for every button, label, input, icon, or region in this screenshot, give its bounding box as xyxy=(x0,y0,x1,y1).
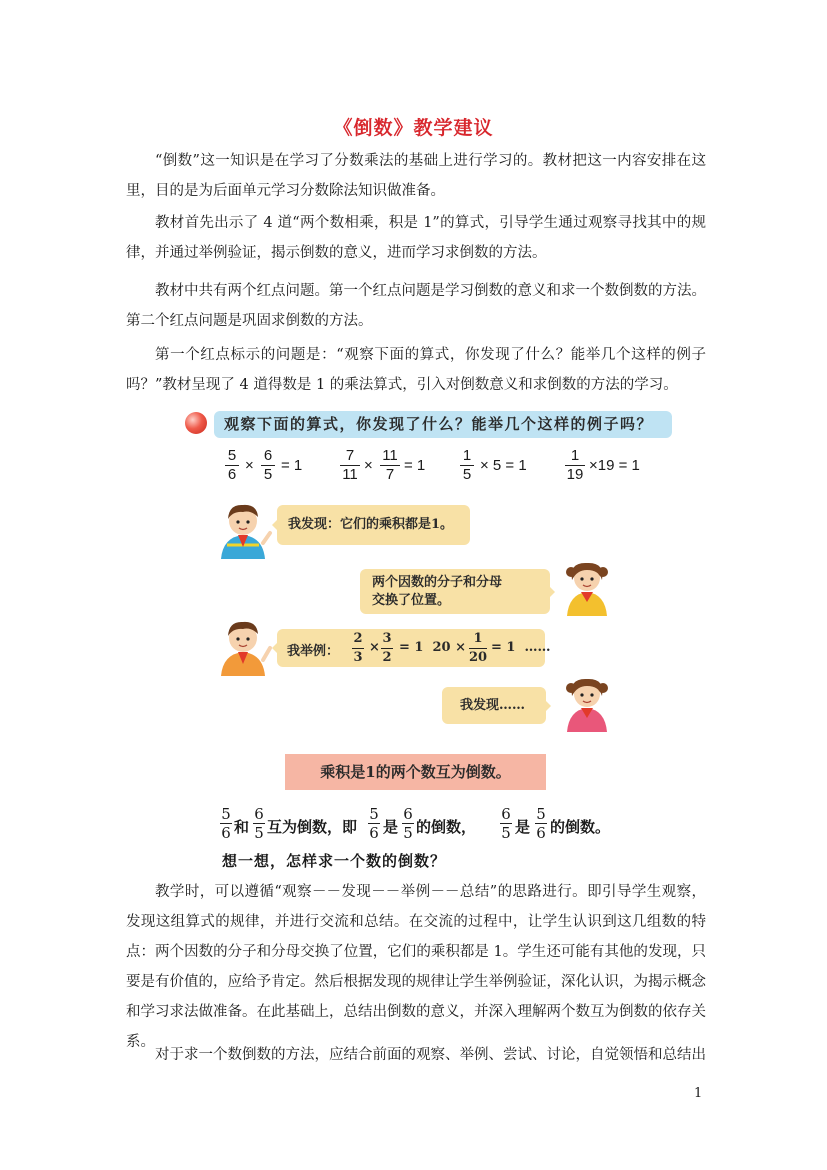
fraction: 5 6 xyxy=(225,448,239,483)
document-title: 《倒数》教学建议 xyxy=(333,117,494,139)
textbook-figure: 观察下面的算式，你发现了什么？能举几个这样的例子吗？ 5 6 × 6 5 = 1 7 11 × 11 7 = 1 1 5 × 5 = 1 1 19 ×19 = 1 我发现：它们的乘积都是1。 两个因数的分子和分母 交换了位置。 我举例： 2 3 × 3 2 = 1 20 × 1 20 = 1 …… 我发现…… 乘积是1的两个数互为倒数。 5 6 和 6 5 互为倒数，即 5 6 是 6 5 的倒数， 6 5 是 5 6 的倒数。 想一想，怎样求一个数的倒数？ xyxy=(185,408,685,878)
boy-illustration xyxy=(213,501,273,559)
fraction: 11 7 xyxy=(380,448,400,483)
boy-illustration xyxy=(213,618,273,676)
think-prompt: 想一想，怎样求一个数的倒数？ xyxy=(222,852,447,870)
fraction: 7 11 xyxy=(340,448,360,483)
page-number: 1 xyxy=(694,1086,703,1101)
fraction: 1 19 xyxy=(566,447,584,483)
definition-box: 乘积是1的两个数互为倒数。 xyxy=(285,754,546,790)
paragraph-teaching: 教学时，可以遵循“观察－－发现－－举例－－总结”的思路进行。即引导学生观察，发现这组算式的规律，并进行交流和总结。在交流的过程中，让学生认识到这几组数的特点：两个因数的分子和分母交换了位置，它们的乘积都是 1。学生还可能有其他的发现，只要是有价值的，应给予肯定。然后根据发现的规律让学生举例验证，深化认识，为揭示概念和学习求法做准备。在此基础上，总结出倒数的意义，并深入理解两个数互为倒数的依存关系。 xyxy=(126,884,706,1050)
paragraph-intro: “倒数”这一知识是在学习了分数乘法的基础上进行学习的。教材把这一内容安排在这里，目的是为后面单元学习分数除法知识做准备。 xyxy=(126,153,706,199)
fraction: 1 5 xyxy=(460,448,474,483)
paragraph-first-question: 第一个红点标示的问题是：“观察下面的算式，你发现了什么？能举几个这样的例子吗？”教材呈现了 4 道得数是 1 的乘法算式，引入对倒数意义和求倒数的方法的学习。 xyxy=(126,347,706,393)
paragraph-textbook: 教材首先出示了 4 道“两个数相乘，积是 1”的算式，引导学生通过观察寻找其中的规律，并通过举例验证，揭示倒数的意义，进而学习求倒数的方法。 xyxy=(126,215,706,261)
girl-illustration xyxy=(557,674,617,732)
red-dot-icon xyxy=(185,412,207,434)
paragraph-method: 对于求一个数倒数的方法，应结合前面的观察、举例、尝试、讨论，自觉领悟和总结出 xyxy=(155,1047,706,1063)
speech-bubble-example: 我举例： 2 3 × 3 2 = 1 20 × 1 20 = 1 …… xyxy=(277,629,545,667)
question-banner: 观察下面的算式，你发现了什么？能举几个这样的例子吗？ xyxy=(214,411,672,438)
speech-bubble-more: 我发现…… xyxy=(442,687,546,724)
speech-bubble-discovery: 我发现：它们的乘积都是1。 xyxy=(277,505,470,545)
paragraph-red-dots: 教材中共有两个红点问题。第一个红点问题是学习倒数的意义和求一个数倒数的方法。第二个红点问题是巩固求倒数的方法。 xyxy=(126,283,706,329)
girl-illustration xyxy=(557,558,617,616)
fraction: 6 5 xyxy=(261,448,275,483)
speech-bubble-swap: 两个因数的分子和分母 交换了位置。 xyxy=(360,569,550,614)
